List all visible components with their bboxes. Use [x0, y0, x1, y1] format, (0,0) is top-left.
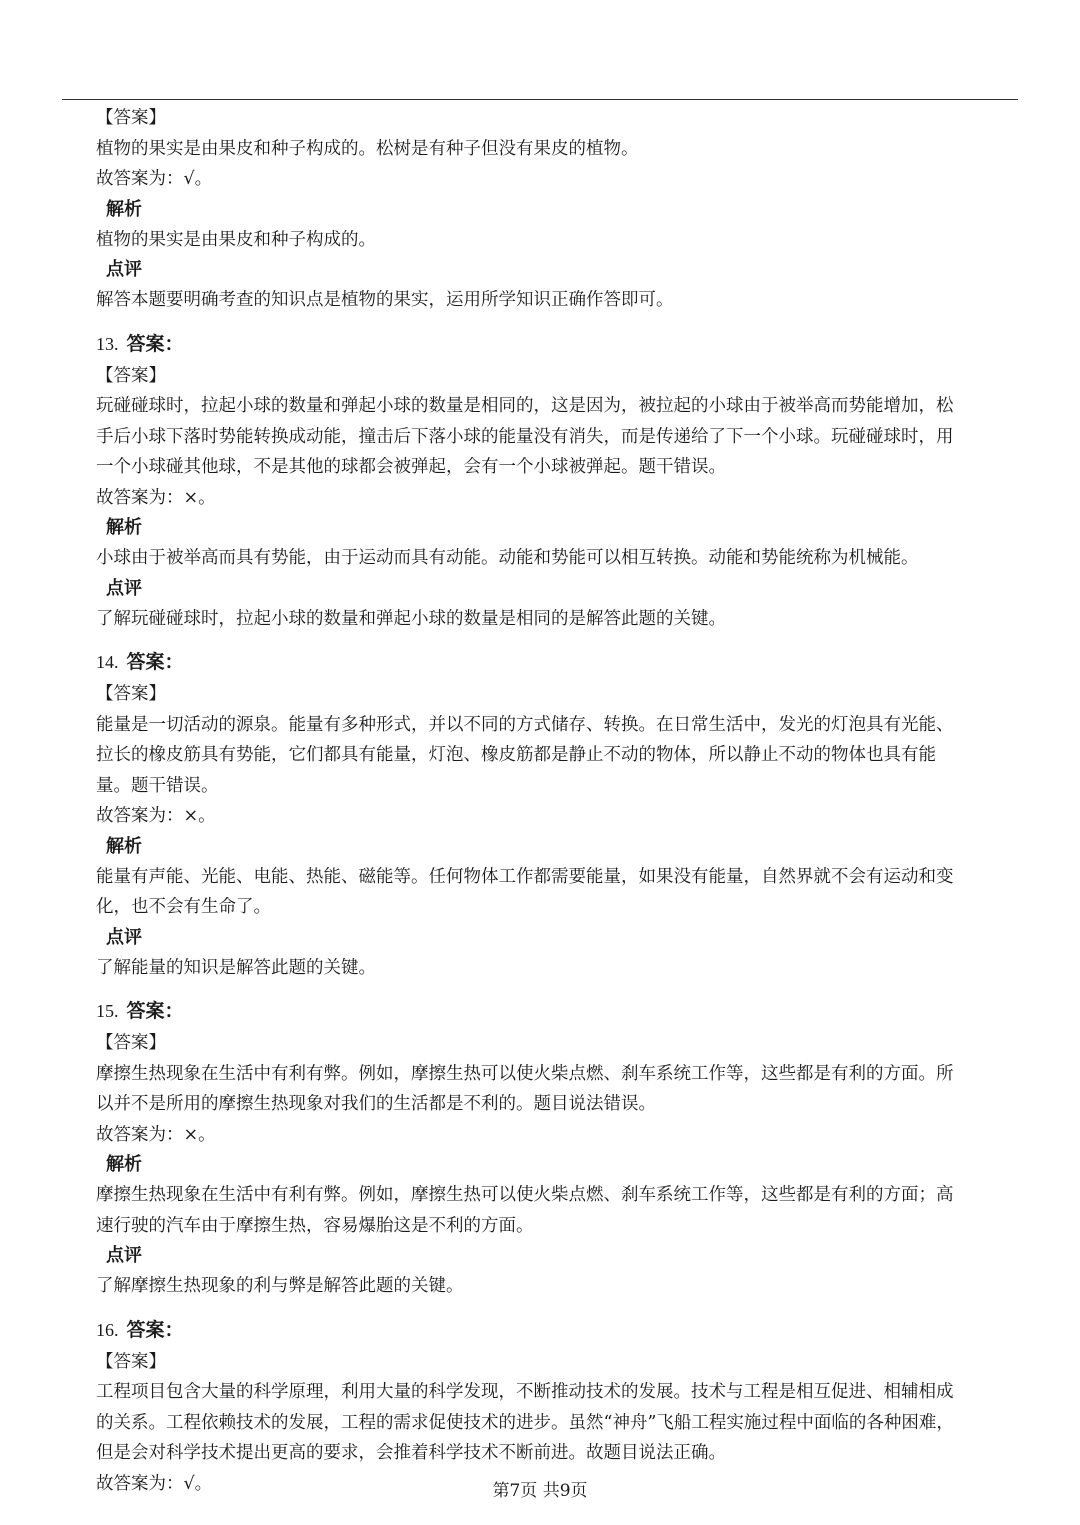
conclusion: 故答案为：√。 — [96, 1473, 213, 1494]
analysis-label: 解析 — [106, 1154, 142, 1175]
page-footer: 第7页 共9页 — [492, 1481, 588, 1501]
question-label: 答案： — [126, 332, 184, 355]
conclusion: 故答案为：×。 — [96, 487, 216, 508]
answer-tag: 【答案】 — [96, 108, 166, 128]
analysis-label: 解析 — [106, 517, 142, 538]
answer-line: 摩擦生热现象在生活中有利有弊。例如，摩擦生热可以使火柴点燃、刹车系统工作等，这些都是有利的方面。所 — [96, 1063, 954, 1084]
conclusion: 故答案为：×。 — [96, 806, 216, 826]
question-number: 16. — [96, 1319, 119, 1340]
answer-line: 的关系。工程依赖技术的发展，工程的需求促使技术的进步。虽然“神舟”飞船工程实施过程中面临的各种困难， — [96, 1412, 954, 1433]
question-label: 答案： — [126, 1000, 184, 1022]
answer-line: 一个小球碰其他球，不是其他的球都会被弹起，会有一个小球被弹起。题干错误。 — [96, 457, 726, 477]
answer-line: 拉长的橡皮筋具有势能，它们都具有能量，灯泡、橡皮筋都是静止不动的物体，所以静止不动的物体也具有能 — [96, 745, 936, 765]
page-content — [96, 103, 1036, 1499]
header-rule — [62, 99, 1018, 100]
question-label: 答案： — [126, 651, 184, 673]
answer-tag: 【答案】 — [96, 684, 166, 704]
answer-text: 植物的果实是由果皮和种子构成的。松树是有种子但没有果皮的植物。 — [96, 138, 639, 159]
question-15 — [96, 995, 1036, 1302]
answer-tag: 【答案】 — [96, 365, 166, 386]
analysis-line: 小球由于被举高而具有势能，由于运动而具有动能。动能和势能可以相互转换。动能和势能统称为机械能。 — [96, 548, 919, 568]
comment-text: 了解能量的知识是解答此题的关键。 — [96, 957, 376, 978]
answer-tag: 【答案】 — [96, 1033, 166, 1053]
answer-block-12 — [96, 103, 1036, 316]
question-heading — [96, 1314, 1036, 1347]
analysis-line: 摩擦生热现象在生活中有利有弊。例如，摩擦生热可以使火柴点燃、刹车系统工作等，这些都是有利的方面；高 — [96, 1185, 954, 1205]
conclusion: 故答案为：√。 — [96, 169, 213, 189]
analysis-label: 解析 — [106, 835, 142, 857]
analysis-line: 能量有声能、光能、电能、热能、磁能等。任何物体工作都需要能量，如果没有能量，自然界就不会有运动和变 — [96, 866, 954, 887]
comment-label: 点评 — [106, 577, 142, 599]
question-heading — [96, 646, 1036, 679]
question-heading — [96, 328, 1036, 361]
question-heading — [96, 995, 1036, 1028]
answer-line: 玩碰碰球时，拉起小球的数量和弹起小球的数量是相同的，这是因为，被拉起的小球由于被举高而势能增加，松 — [96, 396, 954, 416]
analysis-line: 速行驶的汽车由于摩擦生热，容易爆胎这是不利的方面。 — [96, 1215, 534, 1236]
comment-label: 点评 — [106, 259, 142, 280]
answer-line: 但是会对科学技术提出更高的要求，会推着科学技术不断前进。故题目说法正确。 — [96, 1443, 726, 1463]
answer-line: 手后小球下落时势能转换成动能，撞击后下落小球的能量没有消失，而是传递给了下一个小球。玩碰碰球时，用 — [96, 426, 954, 447]
comment-label: 点评 — [106, 926, 142, 948]
comment-label: 点评 — [106, 1245, 142, 1266]
question-16 — [96, 1314, 1036, 1500]
question-number: 13. — [96, 333, 119, 354]
answer-line: 量。题干错误。 — [96, 775, 219, 796]
answer-line: 能量是一切活动的源泉。能量有多种形式，并以不同的方式储存、转换。在日常生活中，发光的灯泡具有光能、 — [96, 714, 954, 735]
comment-text: 了解玩碰碰球时，拉起小球的数量和弹起小球的数量是相同的是解答此题的关键。 — [96, 608, 726, 629]
analysis-line: 化，也不会有生命了。 — [96, 897, 271, 917]
comment-text: 了解摩擦生热现象的利与弊是解答此题的关键。 — [96, 1276, 464, 1296]
question-14 — [96, 646, 1036, 983]
question-label: 答案： — [126, 1318, 184, 1341]
answer-tag: 【答案】 — [96, 1351, 166, 1372]
analysis-label: 解析 — [106, 198, 142, 220]
conclusion: 故答案为：×。 — [96, 1124, 216, 1145]
question-13 — [96, 328, 1036, 635]
analysis-text: 植物的果实是由果皮和种子构成的。 — [96, 229, 376, 250]
question-number: 14. — [96, 652, 119, 672]
answer-line: 以并不是所用的摩擦生热现象对我们的生活都是不利的。题目说法错误。 — [96, 1094, 656, 1114]
answer-line: 工程项目包含大量的科学原理，利用大量的科学发现，不断推动技术的发展。技术与工程是相互促进、相辅相成 — [96, 1382, 954, 1402]
comment-text: 解答本题要明确考查的知识点是植物的果实，运用所学知识正确作答即可。 — [96, 290, 674, 310]
question-number: 15. — [96, 1001, 119, 1021]
